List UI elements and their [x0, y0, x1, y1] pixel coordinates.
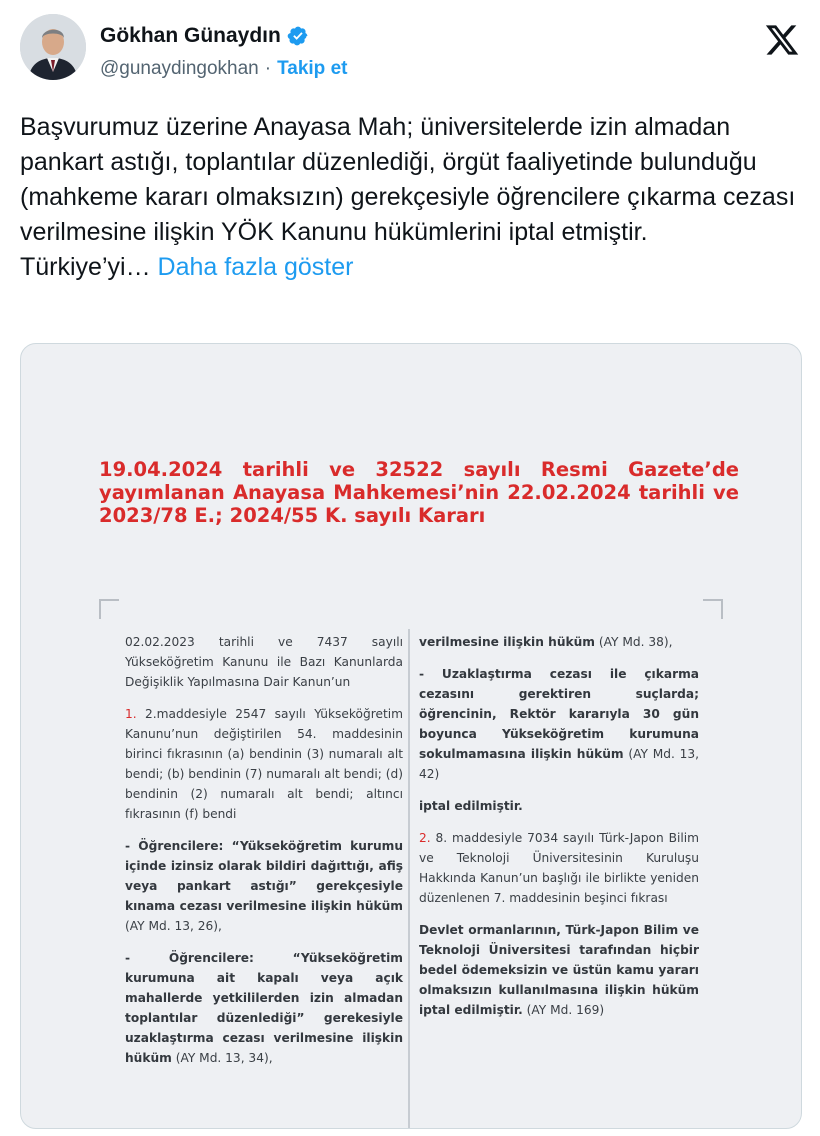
tweet-body: Başvurumuz üzerine Anayasa Mah; üniversitelerde izin almadan pankart astığı, toplantılar düzenlediği, örgüt faaliyetinde bulunduğu (mahkeme kararı olmaksızın) gerekçesiyle öğrencilere çıkarma cezası verilmesine ilişkin YÖK Kanunu hükümlerini iptal etmiştir. Türkiye’yi… [20, 113, 796, 281]
bullet-3-text: - Uzaklaştırma cezası ile çıkarma cezasını gerektiren suçlarda; öğrencinin, Rektör kararıyla 30 gün boyunca Yükseköğretim kurumuna sokulmamasına ilişkin hüküm [419, 667, 699, 761]
closing-text: Devlet ormanlarının, Türk-Japon Bilim ve Teknoloji Üniversitesi tarafından hiçbir bedel ödemeksizin ve üstün kamu yararı olmaksızın kullanılmasına ilişkin hüküm iptal edilmiştir. [419, 923, 699, 1017]
bullet-1-text: - Öğrencilere: “Yükseköğretim kurumu içinde izinsiz olarak bildiri dağıttığı, afiş veya pankart astığı” gerekçesiyle kınama cezası verilmesine ilişkin hüküm [125, 839, 403, 913]
tweet-text [20, 110, 800, 285]
continuation-ref: (AY Md. 38), [594, 635, 673, 649]
bullet-3-ref: (AY Md. 13, 42) [419, 747, 699, 781]
tweet-header [20, 14, 800, 94]
document-right-column [419, 632, 699, 1032]
bullet-1-ref: (AY Md. 13, 26), [125, 919, 222, 933]
author-name[interactable]: Gökhan Günaydın [100, 24, 281, 47]
item-2-number: 2. [419, 831, 431, 845]
bullet-2-ref: (AY Md. 13, 34), [171, 1051, 273, 1065]
right-item-2 [419, 828, 699, 908]
continuation-text: verilmesine ilişkin hüküm [419, 635, 595, 649]
x-logo-icon[interactable] [764, 22, 800, 58]
document-title-line-2: yayımlanan Anayasa Mahkemesi’nin 22.02.2024 tarihli ve [99, 481, 739, 504]
bullet-2-text: - Öğrencilere: “Yükseköğretim kurumuna ait kapalı veya açık mahallerde yetkililerden izin almadan toplantılar düzenlediği” gerekesiyle uzaklaştırma cezası verilmesine ilişkin hüküm [125, 951, 403, 1065]
left-item-1 [125, 704, 403, 824]
item-1-number: 1. [125, 707, 137, 721]
document-left-column [125, 632, 403, 1080]
left-bullet-1 [125, 836, 403, 936]
item-1-text: 2.maddesiyle 2547 sayılı Yükseköğretim Kanunu’nun değiştirilen 54. maddesinin birinci fıkrasının (a) bendinin (3) numaralı alt bendi; (b) bendinin (7) numaralı alt bendi; (d) bendinin (2) numaralı alt bendi; altıncı fıkrasının (f) bendi [125, 707, 403, 821]
document-title [99, 458, 739, 527]
avatar[interactable] [20, 14, 86, 80]
attached-image[interactable] [20, 343, 802, 1129]
left-bullet-2 [125, 948, 403, 1068]
cancelled-statement: iptal edilmiştir. [419, 799, 523, 813]
frame-corner-left [99, 599, 119, 619]
right-bullet-3 [419, 664, 699, 784]
avatar-portrait-icon [20, 14, 86, 80]
column-divider [408, 629, 410, 1129]
left-intro: 02.02.2023 tarihli ve 7437 sayılı Yükseköğretim Kanunu ile Bazı Kanunlarda Değişiklik Yapılmasına Dair Kanun’un [125, 635, 403, 689]
item-2-text: 8. maddesiyle 7034 sayılı Türk-Japon Bilim ve Teknoloji Üniversitesinin Kuruluşu Hakkında Kanun’un başlığı ile birlikte yeniden düzenlenen 7. maddesinin beşinci fıkrası [419, 831, 699, 905]
closing-ref: (AY Md. 169) [522, 1003, 605, 1017]
author-handle[interactable]: @gunaydingokhan [100, 58, 259, 79]
document-title-line-3: 2023/78 E.; 2024/55 K. sayılı Kararı [99, 504, 486, 527]
document-title-line-1: 19.04.2024 tarihli ve 32522 sayılı Resmi Gazete’de [99, 458, 739, 481]
frame-corner-right [703, 599, 723, 619]
verified-badge-icon [287, 25, 309, 47]
separator-dot: · [264, 58, 272, 79]
right-continuation [419, 632, 699, 652]
follow-button[interactable]: Takip et [277, 58, 348, 79]
show-more-link[interactable]: Daha fazla göster [157, 253, 354, 281]
right-closing [419, 920, 699, 1020]
